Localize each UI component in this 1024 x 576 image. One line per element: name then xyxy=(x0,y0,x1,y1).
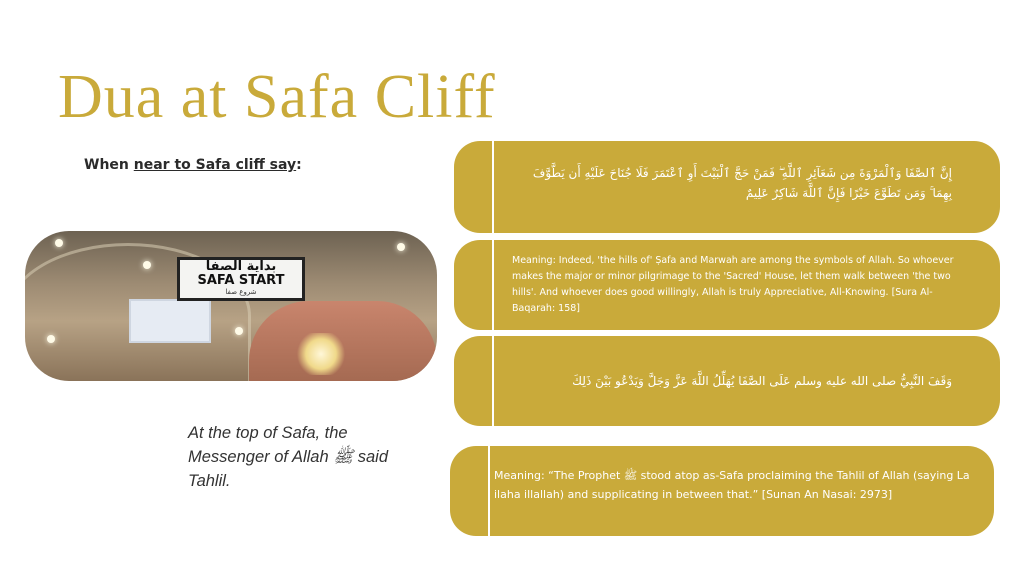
instruction-prefix: When xyxy=(84,157,134,173)
hadith-arabic-text: وَقَفَ النَّبِيُّ صلى الله عليه وسلم عَلَى الصَّفَا يُهَلِّلُ اللَّهَ عَزَّ وَجَلَّ وَيَدْعُو بَيْنَ ذَلِكَ xyxy=(572,374,952,388)
safa-start-photo xyxy=(25,231,437,381)
instruction-heading xyxy=(84,157,302,173)
sign-arabic-bottom: شروع صفا xyxy=(225,288,257,296)
card-divider xyxy=(492,141,494,233)
card-divider xyxy=(492,336,494,426)
caption: At the top of Safa, the Messenger of Allah ﷺ said Tahlil. xyxy=(188,424,389,490)
verse-arabic-text: إِنَّ ٱلصَّفَا وَٱلْمَرْوَةَ مِن شَعَآئِرِ ٱللَّهِ ۖ فَمَنْ حَجَّ ٱلْبَيْتَ أَوِ ٱعْتَمَرَ فَلَا جُنَاحَ عَلَيْهِ أَن يَطَّوَّفَ بِهِمَا ۚ وَمَن تَطَوَّعَ خَيْرًا فَإِنَّ ٱللَّهَ شَاكِرٌ عَلِيمٌ xyxy=(532,166,952,200)
sign-arabic-top: بداية الصفا xyxy=(205,259,277,274)
hadith-meaning-text: Meaning: “The Prophet ﷺ stood atop as-Safa proclaiming the Tahlil of Allah (saying La ilaha illallah) and supplicating in between that.” [Sunan An Nasai: 2973] xyxy=(494,469,970,501)
chandelier xyxy=(295,333,347,375)
verse-meaning-text: Meaning: Indeed, 'the hills of' Ṣafa and Marwah are among the symbols of Allah. So whoever makes the major or minor pilgrimage to the 'Sacred' House, let them walk between 'the two hills'. And whoever does good willingly, Allah is truly Appreciative, All-Knowing. [Sura Al-Baqarah: 158] xyxy=(512,255,954,314)
ceiling-lamp xyxy=(235,327,243,335)
instruction-suffix: : xyxy=(296,157,302,173)
card-divider xyxy=(492,240,494,330)
hadith-arabic-card xyxy=(454,336,1000,426)
page-title: Dua at Safa Cliff xyxy=(58,63,496,131)
safa-start-sign xyxy=(177,257,305,301)
hadith-meaning-card xyxy=(450,446,994,536)
verse-arabic-card xyxy=(454,141,1000,233)
instruction-underlined: near to Safa cliff say xyxy=(133,157,297,173)
card-divider xyxy=(488,446,490,536)
ceiling-lamp xyxy=(397,243,405,251)
verse-meaning-card xyxy=(454,240,1000,330)
ceiling-lamp xyxy=(55,239,63,247)
ceiling-lamp xyxy=(143,261,151,269)
photo-screen xyxy=(129,299,211,343)
ceiling-lamp xyxy=(47,335,55,343)
sign-english: SAFA START xyxy=(197,273,285,288)
